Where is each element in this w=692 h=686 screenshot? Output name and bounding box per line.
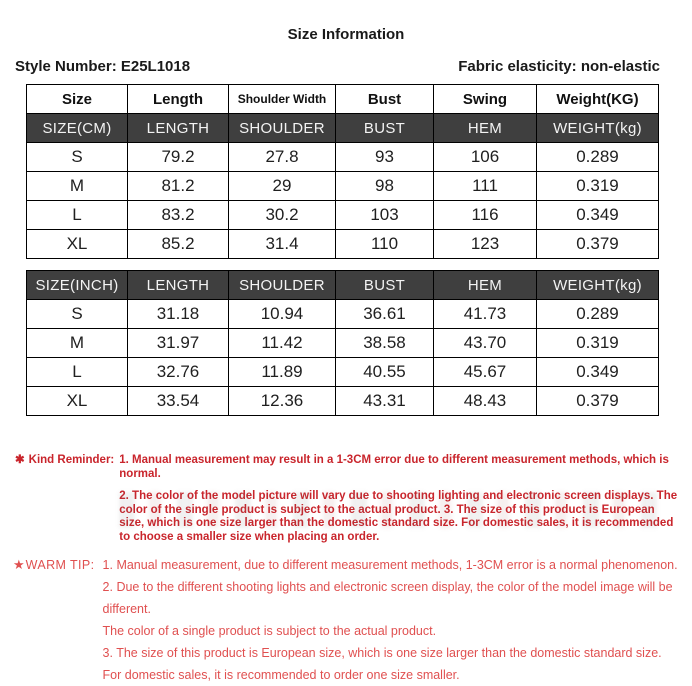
column-header-cell: Length	[128, 85, 229, 114]
value-cell: 85.2	[128, 230, 229, 259]
style-number-label: Style Number: E25L1018	[15, 58, 191, 75]
value-cell: 40.55	[336, 358, 434, 387]
size-cell: XL	[27, 230, 128, 259]
value-cell: 111	[434, 172, 537, 201]
value-cell: 36.61	[336, 300, 434, 329]
column-header-cell: Weight(KG)	[537, 85, 659, 114]
warm-tip-line: For domestic sales, it is recommended to order one size smaller.	[102, 668, 460, 682]
unit-header-cell: HEM	[434, 114, 537, 143]
column-header-cell: Swing	[434, 85, 537, 114]
value-cell: 43.31	[336, 387, 434, 416]
value-cell: 11.42	[229, 329, 336, 358]
unit-header-cell: WEIGHT(kg)	[537, 114, 659, 143]
unit-header-cell: BUST	[336, 114, 434, 143]
unit-header-cell: SHOULDER	[229, 271, 336, 300]
size-cell: M	[27, 329, 128, 358]
value-cell: 0.289	[537, 143, 659, 172]
value-cell: 0.319	[537, 329, 659, 358]
table-row	[27, 387, 659, 416]
warm-tip-line: 1. Manual measurement, due to different measurement methods, 1-3CM error is a normal phenomenon.	[102, 558, 678, 572]
value-cell: 106	[434, 143, 537, 172]
subheader	[0, 58, 692, 76]
value-cell: 93	[336, 143, 434, 172]
value-cell: 29	[229, 172, 336, 201]
size-cell: L	[27, 201, 128, 230]
value-cell: 33.54	[128, 387, 229, 416]
unit-header-cell: BUST	[336, 271, 434, 300]
size-table-inch	[26, 270, 659, 416]
unit-header-cell: LENGTH	[128, 271, 229, 300]
column-header-row	[27, 85, 659, 114]
kind-reminder-label: Kind Reminder:	[28, 454, 115, 466]
value-cell: 0.349	[537, 358, 659, 387]
value-cell: 27.8	[229, 143, 336, 172]
value-cell: 110	[336, 230, 434, 259]
warm-tip-label: WARM TIP:	[25, 558, 95, 572]
value-cell: 123	[434, 230, 537, 259]
table-row	[27, 172, 659, 201]
table-row	[27, 143, 659, 172]
value-cell: 98	[336, 172, 434, 201]
value-cell: 116	[434, 201, 537, 230]
value-cell: 41.73	[434, 300, 537, 329]
value-cell: 48.43	[434, 387, 537, 416]
size-cell: L	[27, 358, 128, 387]
value-cell: 0.379	[537, 230, 659, 259]
column-header-cell: Shoulder Width	[229, 85, 336, 114]
table-row	[27, 329, 659, 358]
asterisk-star-icon: ✱	[15, 454, 25, 466]
value-cell: 32.76	[128, 358, 229, 387]
size-cell: S	[27, 300, 128, 329]
unit-header-cell: LENGTH	[128, 114, 229, 143]
value-cell: 0.319	[537, 172, 659, 201]
kind-reminder-paragraph	[119, 490, 679, 544]
column-header-cell: Bust	[336, 85, 434, 114]
table-row	[27, 358, 659, 387]
value-cell: 12.36	[229, 387, 336, 416]
value-cell: 83.2	[128, 201, 229, 230]
table-row	[27, 230, 659, 259]
unit-header-cell: SHOULDER	[229, 114, 336, 143]
value-cell: 38.58	[336, 329, 434, 358]
kind-reminder-line1: 1. Manual measurement may result in a 1-3CM error due to different measurement methods, which is normal.	[119, 454, 669, 480]
unit-header-cell: WEIGHT(kg)	[537, 271, 659, 300]
size-cell: M	[27, 172, 128, 201]
value-cell: 31.97	[128, 329, 229, 358]
kind-reminder-paragraph-text: 2. The color of the model picture will vary due to shooting lighting and electronic screen displays. The color of the single product is subject to the actual product. 3. The size of this product is European size, which is one size larger than the domestic standard size. For domestic sales, it is recommended to choose a smaller size when placing an order.	[119, 490, 678, 543]
value-cell: 103	[336, 201, 434, 230]
warm-tip-line: 2. Due to the different shooting lights and electronic screen display, the color of the model image will be different.	[102, 580, 673, 616]
value-cell: 43.70	[434, 329, 537, 358]
value-cell: 30.2	[229, 201, 336, 230]
value-cell: 79.2	[128, 143, 229, 172]
solid-star-icon: ★	[13, 557, 25, 572]
table-row	[27, 201, 659, 230]
value-cell: 31.4	[229, 230, 336, 259]
size-table-cm	[26, 84, 659, 259]
value-cell: 0.289	[537, 300, 659, 329]
warm-tip-section	[13, 554, 683, 686]
value-cell: 0.379	[537, 387, 659, 416]
table-row	[27, 300, 659, 329]
unit-header-row-cm	[27, 114, 659, 143]
page-title: Size Information	[287, 26, 405, 43]
value-cell: 10.94	[229, 300, 336, 329]
value-cell: 0.349	[537, 201, 659, 230]
kind-reminder-section	[15, 453, 679, 544]
column-header-cell: Size	[27, 85, 128, 114]
kind-reminder-content	[119, 453, 679, 544]
warm-tip-line: The color of a single product is subject to the actual product.	[102, 624, 437, 638]
warm-tip-content	[103, 554, 683, 686]
value-cell: 31.18	[128, 300, 229, 329]
unit-header-cell: HEM	[434, 271, 537, 300]
value-cell: 11.89	[229, 358, 336, 387]
fabric-elasticity-label: Fabric elasticity: non-elastic	[458, 58, 660, 75]
size-cell: XL	[27, 387, 128, 416]
size-cell: S	[27, 143, 128, 172]
unit-header-row-inch	[27, 271, 659, 300]
value-cell: 81.2	[128, 172, 229, 201]
unit-header-cell: SIZE(CM)	[27, 114, 128, 143]
unit-header-cell: SIZE(INCH)	[27, 271, 128, 300]
warm-tip-line: 3. The size of this product is European size, which is one size larger than the domestic standard size.	[102, 646, 662, 660]
value-cell: 45.67	[434, 358, 537, 387]
